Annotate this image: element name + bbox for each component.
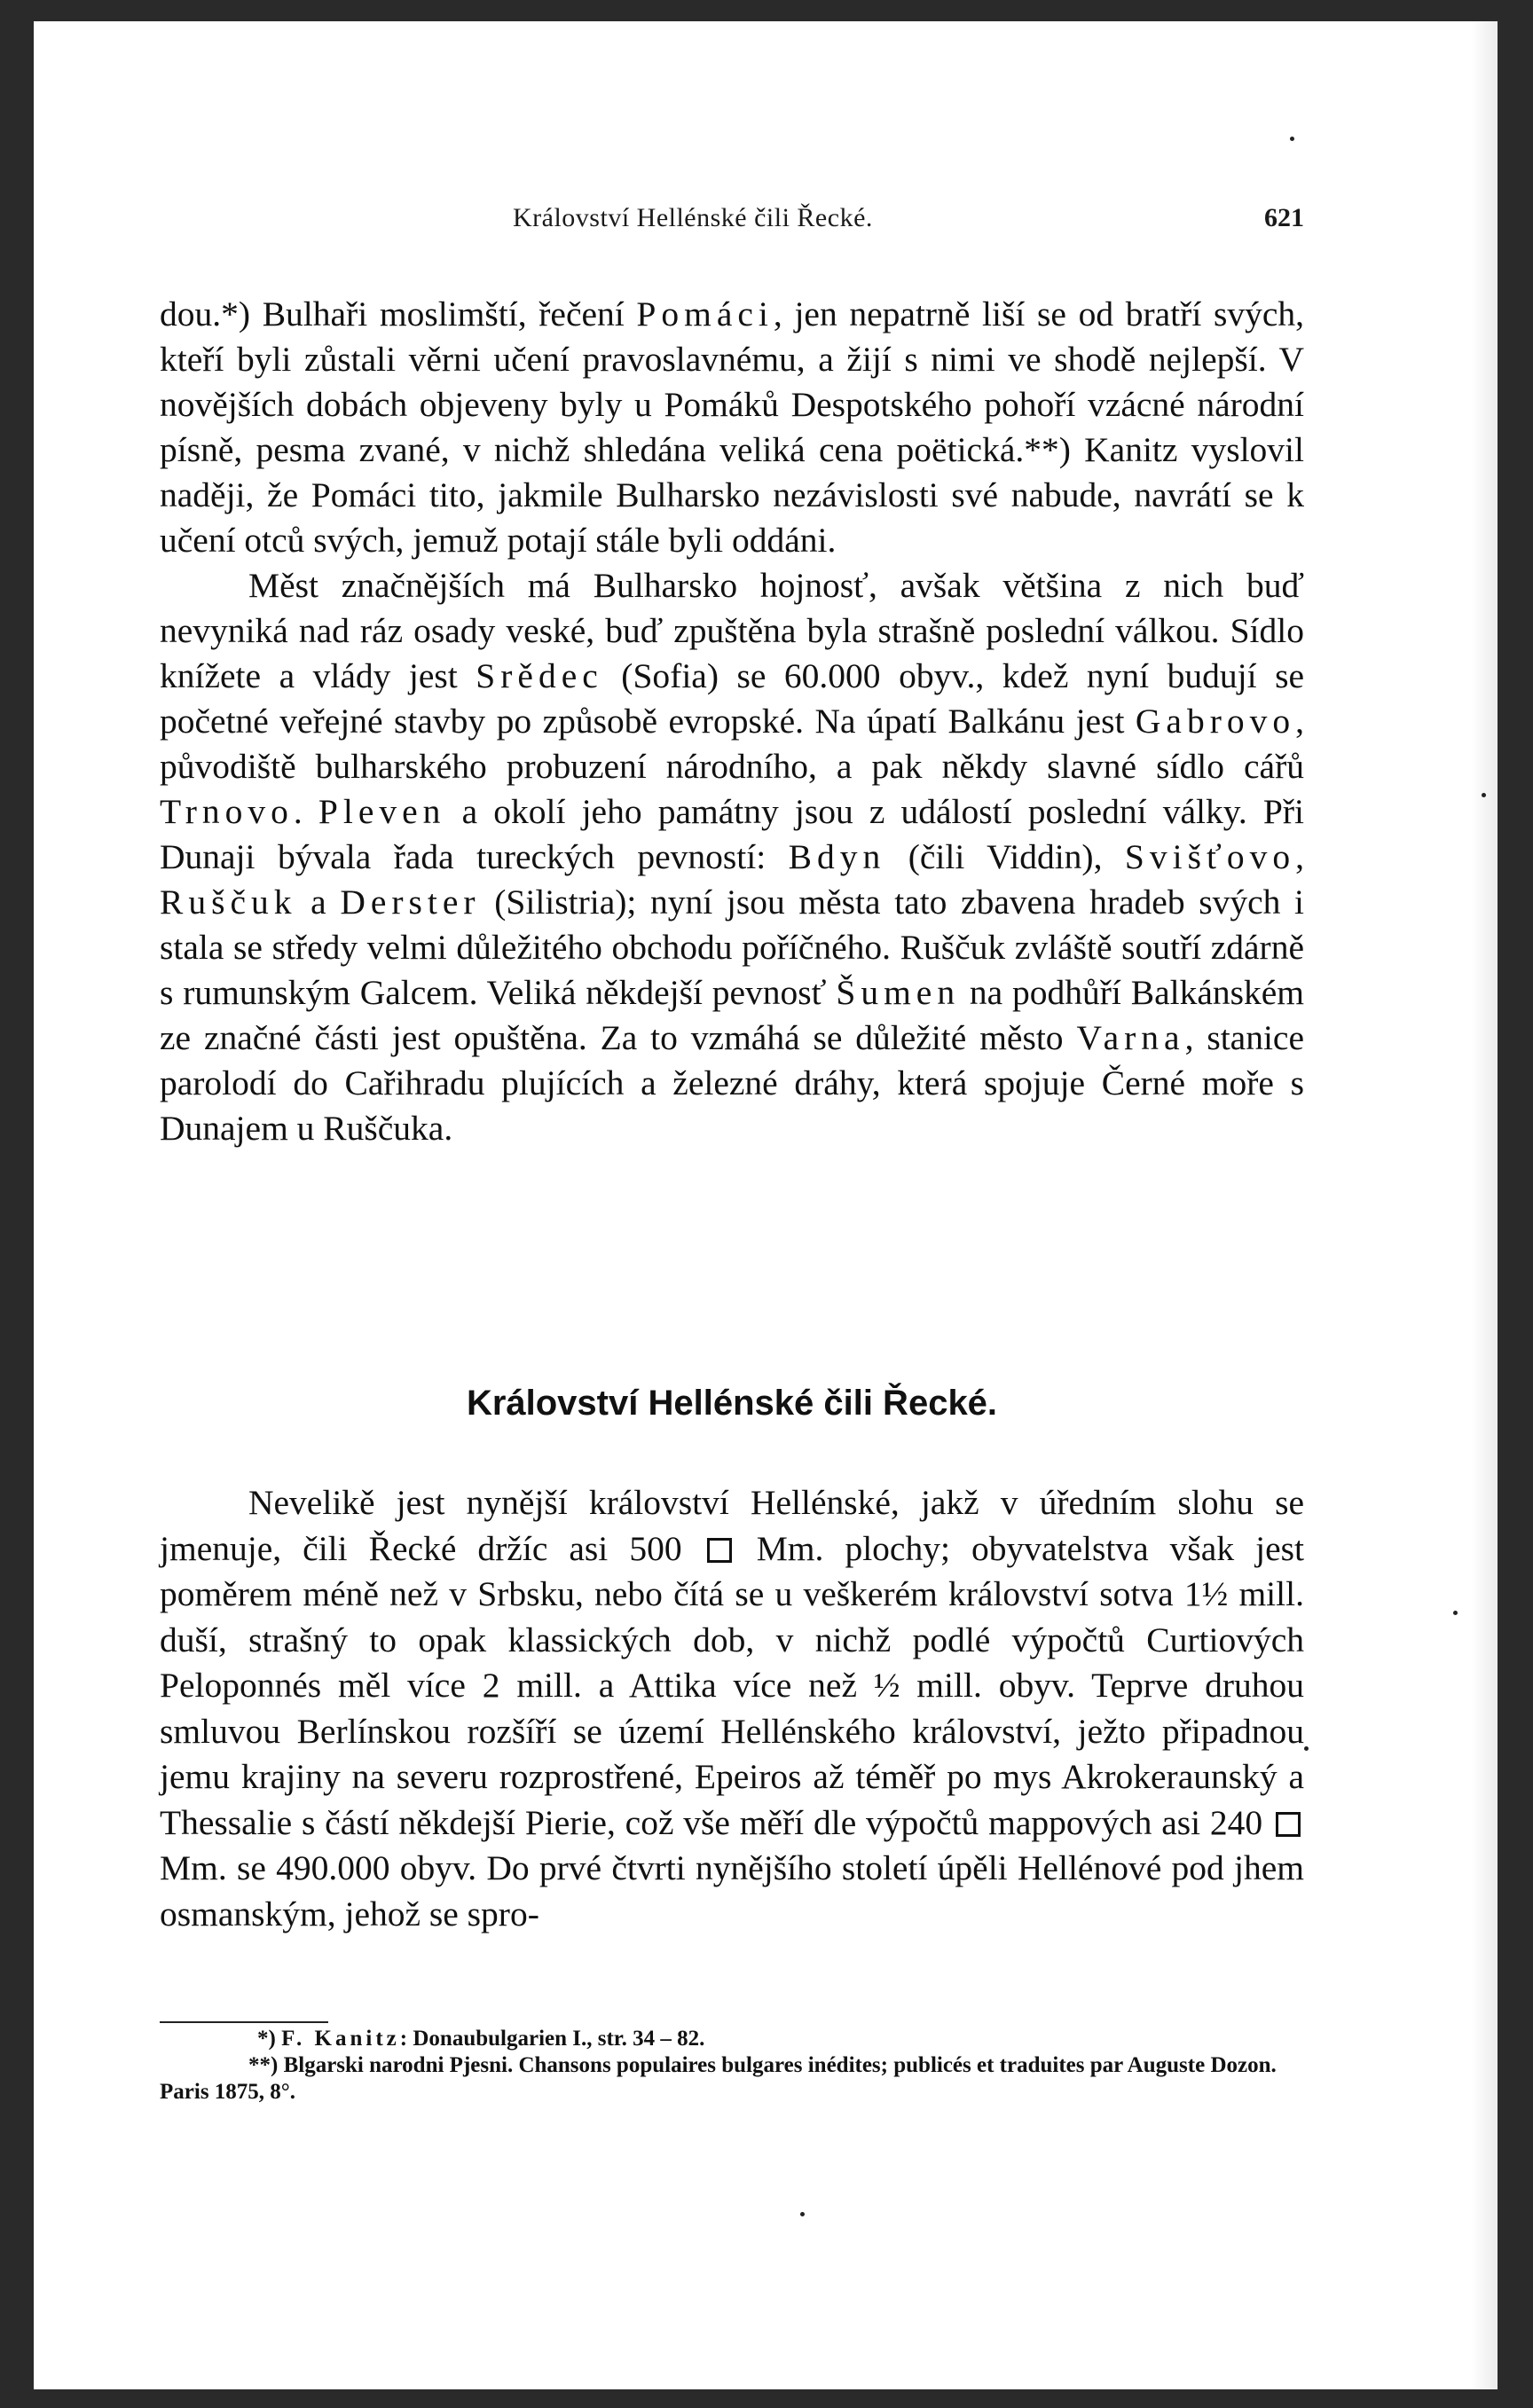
- square-unit-icon: [1276, 1812, 1301, 1837]
- section-heading: Království Hellénské čili Řecké.: [466, 1384, 998, 1423]
- text-run: (Silistria); nyní jsou města tato zbavena hradeb svých i stala se středy velmi důležitého obchodu poříčného. Ruščuk zvláště soutří zdárně s rumunským Galcem. Veliká někdejší pevnosť: [160, 882, 1304, 1012]
- spaced-term: Pleven: [318, 792, 446, 831]
- text-run: Mm. se 490.000 obyv. Do prvé čtvrti nynějšího století úpěli Hellénové pod jhem osmanským, jehož se spro-: [160, 1848, 1304, 1933]
- text-run: Nevelikě jest nynější království Hellénské, jakž v úředním slohu se jmenuje, čili Řecké držíc asi 500: [160, 1483, 1304, 1568]
- spaced-term: Gabrovo: [1135, 702, 1296, 741]
- spaced-term: Svišťovo: [1124, 837, 1296, 876]
- paragraph-3: [160, 1480, 1304, 1937]
- footnote-mark: *): [257, 2027, 276, 2051]
- body-text-section-2: [160, 1480, 1304, 1937]
- footnote-mark: **): [248, 2053, 279, 2077]
- text-run: , stanice parolodí do Cařihradu plujících a železné dráhy, která spojuje Černé moře s Dunajem u Ruščuka.: [160, 1018, 1304, 1148]
- footnote-2: [160, 2052, 1304, 2106]
- spaced-term: Varna: [1076, 1018, 1185, 1057]
- text-run: dou.*) Bulhaři moslimští, řečení: [160, 294, 637, 333]
- text-run: , původiště bulharského probuzení národního, a pak někdy slavné sídlo cářů: [160, 702, 1304, 786]
- text-run: a: [296, 882, 341, 922]
- spaced-term: Ruščuk: [160, 882, 297, 922]
- spaced-term: Derster: [340, 882, 481, 922]
- text-run: na podhůří Balkánském ze značné části jest opuštěna. Za to vzmáhá se důležité město: [160, 973, 1304, 1057]
- spaced-term: Srědec: [476, 656, 603, 695]
- text-run: , jen nepatrně liší se od bratří svých, kteří byli zůstali věrni učení pravoslavnému, a žijí s nimi ve shodě nejlepší. V novějších dobách objeveny byly u Pomáků Despotského pohoří vzácné národní písně, pesma zvané, v nichž shledána veliká cena poëtická.**) Kanitz vyslovil naději, že Pomáci tito, jakmile Bulharsko nezávislosti své nabude, navrátí se k učení otců svých, jemuž potají stále byli oddáni.: [160, 294, 1304, 560]
- body-text-section-1: [160, 292, 1304, 1151]
- paragraph-1: [160, 292, 1304, 563]
- scan-speck: [1304, 1746, 1309, 1751]
- spaced-term: Bdyn: [788, 837, 886, 876]
- text-run: Mm. plochy; obyvatelstva však jest poměrem méně než v Srbsku, nebo čítá se u veškerém království sotva 1½ mill. duší, strašný to opak klassických dob, v nichž podlé výpočtů Curtiových Peloponnés měl více 2 mill. a Attika více než ½ mill. obyv. Teprve druhou smluvou Berlínskou rozšíří se území Hellénského království, ježto připadnou jemu krajiny na severu rozprostřené, Epeiros až téměř po mys Akrokeraunský a Thessalie s částí někdejší Pierie, což vše měří dle výpočtů mappových asi 240: [160, 1528, 1304, 1842]
- spaced-term: Šumen: [836, 973, 961, 1012]
- page-number: 621: [1264, 203, 1304, 232]
- square-unit-icon: [707, 1538, 732, 1563]
- footnote-1: [160, 2026, 1304, 2052]
- footnote-author: F. Kanitz: [281, 2027, 400, 2051]
- footnotes: [160, 2026, 1304, 2106]
- scan-speck: [1453, 1611, 1458, 1615]
- footnote-divider: [160, 2021, 328, 2023]
- text-run: (Sofia) se 60.000 obyv., kdež nyní budují se početné veřejné stavby po způsobě evropské. Na úpatí Balkánu jest: [160, 656, 1305, 741]
- scan-speck: [800, 2212, 805, 2216]
- running-head: [158, 203, 1304, 239]
- text-run: (čili Viddin),: [885, 837, 1125, 876]
- text-run: a okolí jeho památny jsou z událostí poslední války. Při Dunaji bývala řada tureckých pevností:: [160, 792, 1304, 876]
- footnote-text: Blgarski narodni Pjesni. Chansons populaires bulgares inédites; publicés et traduites par Auguste Dozon. Paris 1875, 8°.: [160, 2053, 1277, 2104]
- paragraph-2: [160, 563, 1304, 1151]
- running-head-title: Království Hellénské čili Řecké.: [513, 203, 873, 232]
- spaced-term: Trnovo: [160, 792, 294, 831]
- text-run: .: [293, 792, 318, 831]
- text-run: ,: [1295, 837, 1304, 876]
- spaced-term: Pomáci: [636, 294, 774, 333]
- book-page: [34, 21, 1498, 2389]
- text-run: Měst značnějších má Bulharsko hojnosť, avšak většina z nich buď nevyniká nad ráz osady veské, buď zpuštěna byla strašně poslední válkou. Sídlo knížete a vlády jest: [160, 566, 1304, 695]
- scan-speck: [1290, 137, 1294, 141]
- footnote-text: : Donaubulgarien I., str. 34 – 82.: [399, 2027, 705, 2051]
- scan-speck: [1482, 793, 1486, 797]
